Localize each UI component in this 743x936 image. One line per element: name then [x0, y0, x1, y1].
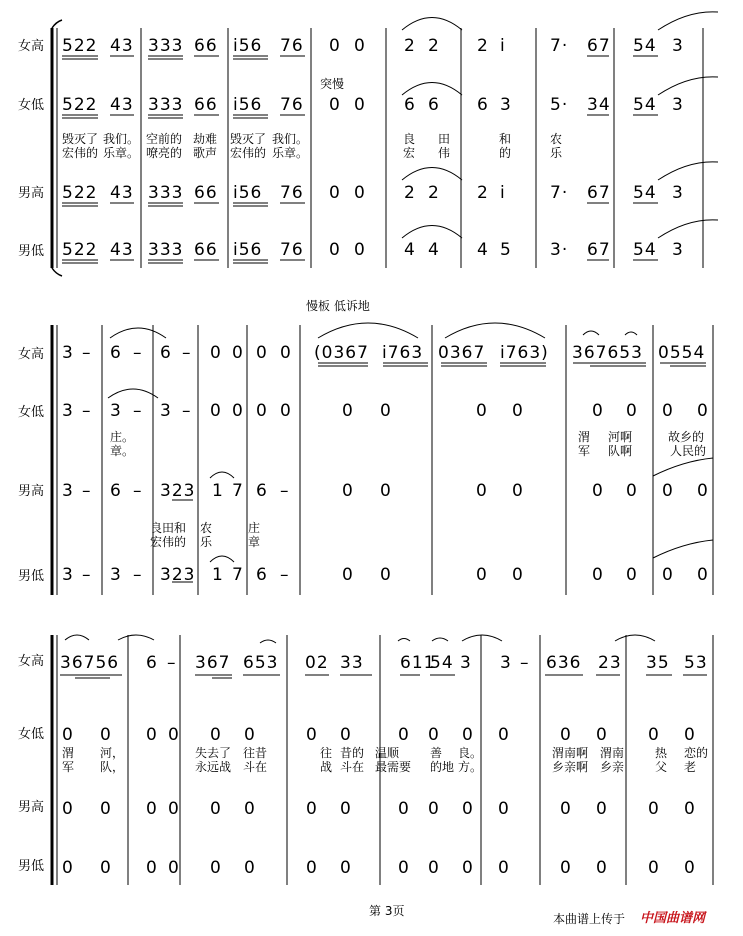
note: 0 — [306, 725, 318, 745]
note: 6 — [110, 343, 122, 363]
note: 0 — [592, 401, 604, 421]
note: 67 — [587, 240, 611, 260]
note: 0 — [244, 725, 256, 745]
lyric: 人民的 — [670, 444, 707, 458]
note: 522 — [62, 95, 98, 115]
note: 522 — [62, 240, 98, 260]
note: 0 — [340, 858, 352, 878]
note: 3 — [110, 565, 122, 585]
lyric: 章。 — [110, 444, 135, 458]
lyric: 宏伟的 — [230, 146, 267, 160]
note: 3 — [500, 653, 512, 673]
note: 0 — [306, 858, 318, 878]
note: 3 — [62, 565, 74, 585]
lyric: 队， — [100, 760, 125, 774]
note: 0 — [210, 343, 222, 363]
lyric: 的 — [499, 146, 512, 160]
note: 54 — [430, 653, 454, 673]
lyric: 渭南啊 — [552, 746, 589, 760]
note: 0 — [596, 858, 608, 878]
note: 0 — [697, 565, 709, 585]
lyric: 良。 — [458, 746, 483, 760]
note: (0367 — [314, 343, 369, 363]
note: 7· — [550, 183, 569, 203]
note: 0 — [210, 858, 222, 878]
note: 0554 — [658, 343, 706, 363]
lyric: 军 — [578, 444, 591, 458]
note: 0 — [210, 401, 222, 421]
note: 0 — [256, 401, 268, 421]
lyric: 劫难 — [193, 132, 218, 146]
note: 2 — [404, 183, 416, 203]
note: 0 — [398, 799, 410, 819]
note: 522 — [62, 36, 98, 56]
note: 6 — [404, 95, 416, 115]
note: 0 — [62, 799, 74, 819]
note: 3 — [110, 401, 122, 421]
note: 0 — [596, 799, 608, 819]
note: 0 — [329, 240, 341, 260]
note: – — [133, 565, 143, 585]
lyric: 斗在 — [243, 760, 268, 774]
part-alto-label: 女低 — [18, 98, 45, 113]
note: 43 — [110, 183, 134, 203]
lyric: 老 — [684, 760, 697, 774]
note: 76 — [280, 95, 304, 115]
note: 3· — [550, 240, 569, 260]
note: 0 — [398, 725, 410, 745]
lyric: 的地 — [430, 760, 455, 774]
note: 6 — [256, 481, 268, 501]
note: 0 — [342, 565, 354, 585]
lyric: 农 — [200, 521, 213, 535]
note: 0 — [462, 799, 474, 819]
note: i — [500, 183, 506, 203]
lyric: 歌声 — [193, 146, 218, 160]
note: 0 — [168, 799, 180, 819]
lyric: 往昔 — [243, 746, 268, 760]
note: 0 — [280, 343, 292, 363]
note: 0 — [684, 799, 696, 819]
note: 4 — [404, 240, 416, 260]
note: 0 — [648, 725, 660, 745]
note: 0 — [100, 858, 112, 878]
note: 66 — [194, 240, 218, 260]
note: 0 — [462, 725, 474, 745]
note: 7 — [232, 565, 244, 585]
part-tenor-label: 男高 — [18, 484, 45, 499]
lyric: 最需要 — [375, 760, 412, 774]
lyric: 我们。 — [272, 132, 309, 146]
note: 0 — [498, 725, 510, 745]
lyric: 伟 — [438, 146, 451, 160]
note: 7· — [550, 36, 569, 56]
note: 0 — [354, 240, 366, 260]
note: 0 — [512, 481, 524, 501]
note: 3 — [672, 240, 684, 260]
note: 3 — [62, 481, 74, 501]
note: i56 — [233, 36, 263, 56]
note: 35 — [646, 653, 670, 673]
lyric: 乐章。 — [272, 146, 309, 160]
note: – — [82, 343, 92, 363]
note: – — [82, 565, 92, 585]
note: 0 — [100, 725, 112, 745]
note: 0 — [354, 183, 366, 203]
note: i763) — [500, 343, 549, 363]
note: 54 — [633, 36, 657, 56]
note: 66 — [194, 183, 218, 203]
lyric: 宏伟的 — [62, 146, 99, 160]
note: 0 — [146, 725, 158, 745]
note: i56 — [233, 240, 263, 260]
lyric: 空前的 — [146, 132, 183, 146]
note: 0 — [476, 565, 488, 585]
lyric: 乡亲啊 — [552, 760, 589, 774]
note: 0 — [280, 401, 292, 421]
note: 0 — [62, 858, 74, 878]
note: 0367 — [438, 343, 486, 363]
note: 3 — [500, 95, 512, 115]
note: 0 — [697, 401, 709, 421]
lyric: 往 — [320, 746, 333, 760]
lyric: 乐 — [550, 146, 563, 160]
note: 54 — [633, 95, 657, 115]
note: 6 — [160, 343, 172, 363]
lyric: 毁灭了 — [230, 132, 267, 146]
note: 0 — [380, 565, 392, 585]
note: 0 — [662, 565, 674, 585]
note: 5· — [550, 95, 569, 115]
note: 43 — [110, 36, 134, 56]
note: 0 — [626, 481, 638, 501]
note: 6 — [477, 95, 489, 115]
note: 0 — [146, 858, 158, 878]
lyric: 队啊 — [608, 444, 633, 458]
note: 0 — [512, 401, 524, 421]
lyric: 章 — [248, 535, 261, 549]
part-tenor-label: 男高 — [18, 800, 45, 815]
lyric: 昔的 — [340, 746, 365, 760]
lyric: 河， — [100, 746, 125, 760]
part-alto-label: 女低 — [18, 727, 45, 742]
note: 33 — [340, 653, 364, 673]
note: 0 — [498, 858, 510, 878]
site-logo: 中国曲谱网 — [640, 911, 706, 926]
page-number: 第 3页 — [369, 904, 405, 918]
part-bass-label: 男低 — [18, 859, 45, 874]
note: 76 — [280, 36, 304, 56]
lyric: 庄。 — [110, 430, 135, 444]
note: 67 — [587, 183, 611, 203]
note: 4 — [428, 240, 440, 260]
note: 0 — [596, 725, 608, 745]
part-bass-label: 男低 — [18, 244, 45, 259]
note: – — [133, 401, 143, 421]
note: 54 — [633, 240, 657, 260]
note: 0 — [342, 481, 354, 501]
lyric: 农 — [550, 132, 563, 146]
note: 0 — [354, 36, 366, 56]
note: 0 — [244, 799, 256, 819]
note: i763 — [382, 343, 424, 363]
note: 2 — [404, 36, 416, 56]
note: 0 — [512, 565, 524, 585]
note: 0 — [626, 401, 638, 421]
note: 76 — [280, 183, 304, 203]
lyric: 宏伟的 — [150, 535, 187, 549]
note: 0 — [462, 858, 474, 878]
note: 2 — [428, 183, 440, 203]
lyric: 宏 — [403, 146, 416, 160]
note: 0 — [329, 95, 341, 115]
note: i56 — [233, 95, 263, 115]
note: 34 — [587, 95, 611, 115]
note: 1 — [212, 481, 224, 501]
note: 0 — [592, 481, 604, 501]
lyric: 渭 — [62, 746, 75, 760]
note: 3 — [672, 36, 684, 56]
note: 53 — [684, 653, 708, 673]
note: – — [182, 343, 192, 363]
part-soprano-label: 女高 — [18, 654, 45, 669]
tempo-mark: 慢板 低诉地 — [306, 299, 370, 313]
note: 0 — [684, 858, 696, 878]
lyric: 永远战 — [195, 760, 232, 774]
lyric: 乡亲 — [600, 760, 625, 774]
note: 0 — [498, 799, 510, 819]
note: 2 — [477, 183, 489, 203]
part-alto-label: 女低 — [18, 405, 45, 420]
note: – — [167, 653, 177, 673]
note: 0 — [354, 95, 366, 115]
note: 5 — [500, 240, 512, 260]
lyric: 热 — [655, 746, 668, 760]
note: 0 — [168, 725, 180, 745]
note: 0 — [560, 858, 572, 878]
note: – — [520, 653, 530, 673]
note: 0 — [592, 565, 604, 585]
tempo-mark: 突慢 — [320, 77, 345, 91]
note: 4 — [477, 240, 489, 260]
note: 0 — [340, 725, 352, 745]
note: – — [133, 481, 143, 501]
lyric: 渭 — [578, 430, 591, 444]
note: 66 — [194, 36, 218, 56]
note: 6 — [256, 565, 268, 585]
note: 2 — [477, 36, 489, 56]
note: 0 — [662, 401, 674, 421]
note: 0 — [210, 799, 222, 819]
lyric: 良 — [403, 132, 416, 146]
lyric: 乐 — [200, 535, 213, 549]
note: – — [280, 565, 290, 585]
note: 02 — [305, 653, 329, 673]
lyric: 斗在 — [340, 760, 365, 774]
part-bass-label: 男低 — [18, 569, 45, 584]
note: 0 — [476, 481, 488, 501]
part-soprano-label: 女高 — [18, 39, 45, 54]
note: 0 — [232, 401, 244, 421]
note: 0 — [428, 725, 440, 745]
note: 611 — [400, 653, 436, 673]
note: 367653 — [572, 343, 643, 363]
note: – — [133, 343, 143, 363]
note: 1 — [212, 565, 224, 585]
note: – — [182, 401, 192, 421]
lyric: 父 — [655, 760, 668, 774]
lyric: 战 — [320, 760, 333, 774]
lyric: 恋的 — [684, 746, 709, 760]
part-soprano-label: 女高 — [18, 347, 45, 362]
lyric: 嘹亮的 — [146, 146, 183, 160]
note: 0 — [62, 725, 74, 745]
lyric: 温顺 — [375, 746, 400, 760]
lyric: 失去了 — [195, 746, 232, 760]
note: 0 — [684, 725, 696, 745]
note: 0 — [560, 799, 572, 819]
note: 2 — [428, 36, 440, 56]
note: – — [82, 481, 92, 501]
note: 7 — [232, 481, 244, 501]
note: 333 — [148, 36, 184, 56]
lyric: 田 — [438, 132, 451, 146]
note: 76 — [280, 240, 304, 260]
note: 6 — [428, 95, 440, 115]
note: 0 — [428, 799, 440, 819]
upload-credit: 本曲谱上传于 — [553, 912, 626, 926]
note: 0 — [329, 36, 341, 56]
note: 323 — [160, 481, 196, 501]
note: 3 — [672, 95, 684, 115]
lyric: 军 — [62, 760, 75, 774]
note: 67 — [587, 36, 611, 56]
note: 0 — [256, 343, 268, 363]
note: 0 — [146, 799, 158, 819]
note: 0 — [476, 401, 488, 421]
note: 0 — [340, 799, 352, 819]
lyric: 方。 — [458, 760, 483, 774]
note: 0 — [697, 481, 709, 501]
note: 3 — [62, 401, 74, 421]
lyric: 善 — [430, 746, 443, 760]
note: 3 — [160, 401, 172, 421]
lyric: 故乡的 — [668, 430, 705, 444]
lyric: 我们。 — [103, 132, 140, 146]
note: 636 — [546, 653, 582, 673]
note: 0 — [380, 401, 392, 421]
note: 522 — [62, 183, 98, 203]
note: 43 — [110, 240, 134, 260]
lyric: 毁灭了 — [62, 132, 99, 146]
note: – — [82, 401, 92, 421]
note: 0 — [398, 858, 410, 878]
note: 0 — [342, 401, 354, 421]
note: 0 — [232, 343, 244, 363]
lyric: 和 — [499, 132, 512, 146]
note: 66 — [194, 95, 218, 115]
note: 36756 — [60, 653, 120, 673]
note: 3 — [672, 183, 684, 203]
note: 0 — [648, 858, 660, 878]
note: 43 — [110, 95, 134, 115]
note: – — [280, 481, 290, 501]
note: 54 — [633, 183, 657, 203]
note: 6 — [110, 481, 122, 501]
note: 333 — [148, 240, 184, 260]
part-tenor-label: 男高 — [18, 186, 45, 201]
note: 0 — [380, 481, 392, 501]
note: 0 — [329, 183, 341, 203]
lyric: 乐章。 — [103, 146, 140, 160]
note: 0 — [648, 799, 660, 819]
note: 333 — [148, 183, 184, 203]
note: 367 — [195, 653, 231, 673]
note: i56 — [233, 183, 263, 203]
note: 0 — [626, 565, 638, 585]
note: 0 — [662, 481, 674, 501]
note: 0 — [306, 799, 318, 819]
note: 6 — [146, 653, 158, 673]
note: 653 — [243, 653, 279, 673]
lyric: 庄 — [248, 521, 261, 535]
note: 3 — [460, 653, 472, 673]
note: 0 — [168, 858, 180, 878]
note: 0 — [100, 799, 112, 819]
lyric: 河啊 — [608, 430, 633, 444]
note: 0 — [244, 858, 256, 878]
note: 0 — [210, 725, 222, 745]
note: 0 — [428, 858, 440, 878]
note: 23 — [598, 653, 622, 673]
lyric: 良田和 — [150, 521, 187, 535]
note: 0 — [560, 725, 572, 745]
note: i — [500, 36, 506, 56]
note: 3 — [62, 343, 74, 363]
lyric: 渭南 — [600, 746, 625, 760]
note: 323 — [160, 565, 196, 585]
note: 333 — [148, 95, 184, 115]
